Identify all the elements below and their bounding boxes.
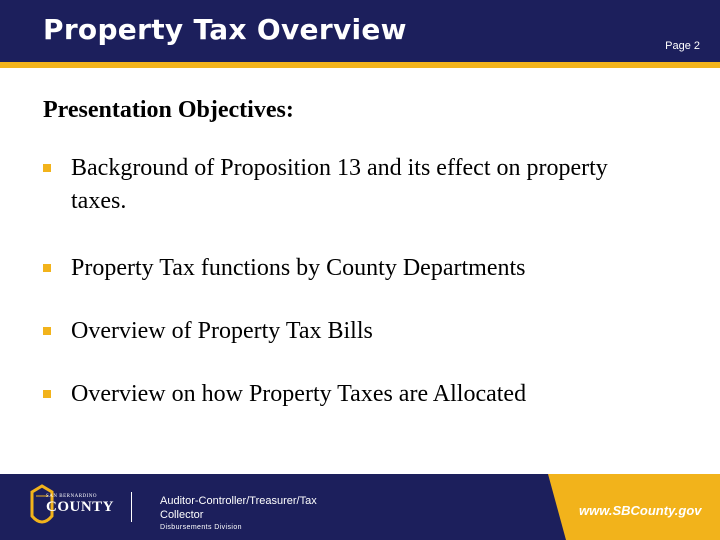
list-item [43,378,643,411]
division-name: Disbursements Division [160,524,242,531]
bullet-text: Overview on how Property Taxes are Allocated [71,381,527,407]
list-item [43,315,643,348]
section-heading: Presentation Objectives: [43,97,294,123]
list-item [43,152,643,218]
square-bullet-icon [43,327,51,335]
header-bar [0,0,720,62]
bullet-text: Background of Proposition 13 and its effect on property taxes. [71,155,608,214]
website-link[interactable]: www.SBCounty.gov [579,503,702,518]
square-bullet-icon [43,390,51,398]
logo-wordmark: COUNTY [46,499,115,515]
department-name: Auditor-Controller/Treasurer/Tax Collector [160,495,317,521]
list-item [43,252,643,285]
square-bullet-icon [43,164,51,172]
header-accent-rule [0,62,720,68]
bullet-text: Property Tax functions by County Departments [71,255,526,281]
logo-subtext: SAN BERNARDINO [46,494,98,499]
footer-bar [0,474,720,540]
county-logo [28,482,115,532]
page-number: Page 2 [665,40,700,52]
objectives-list [43,152,643,411]
square-bullet-icon [43,264,51,272]
footer-gold-wedge [548,474,566,540]
footer-divider [131,492,132,522]
bullet-text: Overview of Property Tax Bills [71,318,373,344]
slide-title: Property Tax Overview [43,13,407,46]
